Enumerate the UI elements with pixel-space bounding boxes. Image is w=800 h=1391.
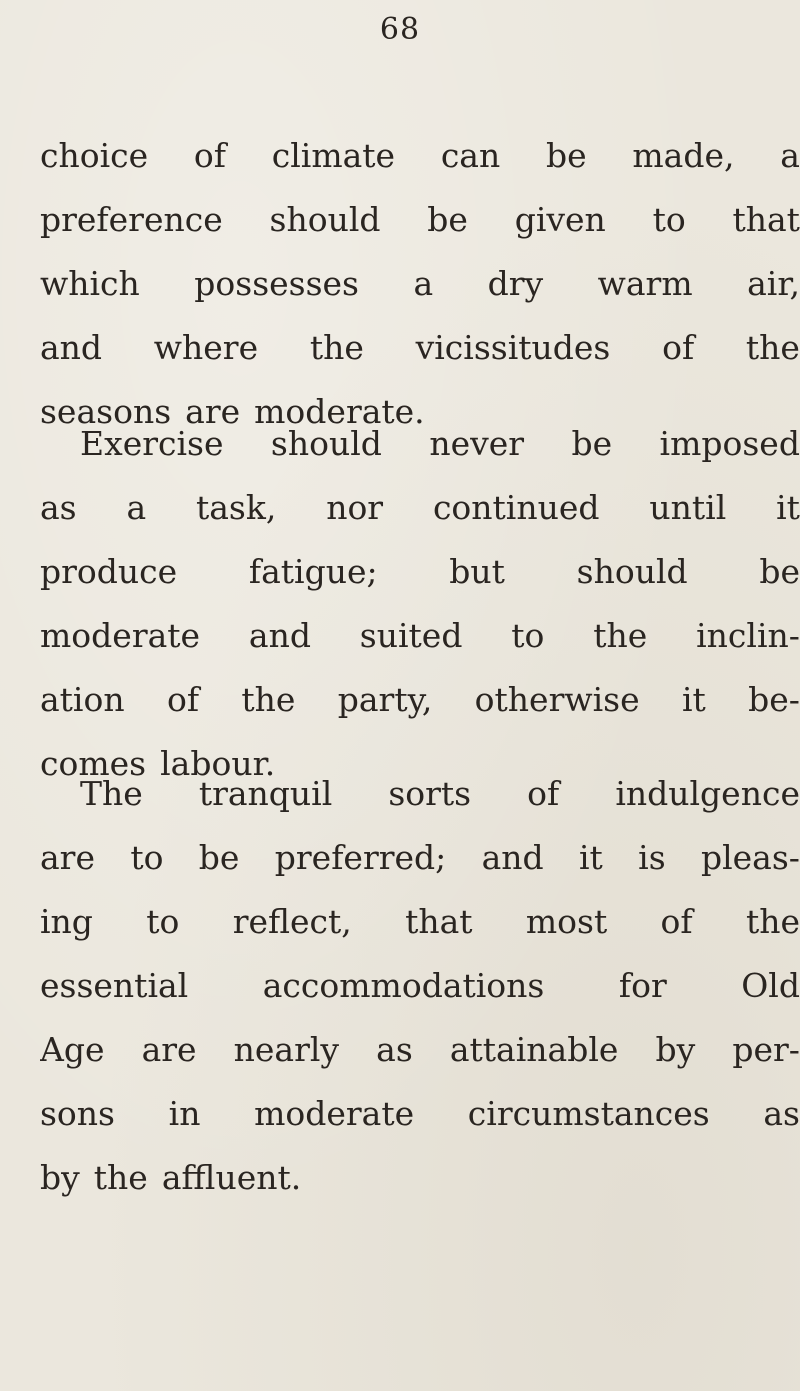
text-line: and where the vicissitudes of the [40,328,800,367]
text-line: by the affluent. [40,1158,302,1197]
text-line: preference should be given to that [40,200,800,239]
paragraph-indulgence [40,762,800,1210]
text-line: Age are nearly as attainable by per- [40,1030,800,1069]
text-line: as a task, nor continued until it [40,488,800,527]
text-line: choice of climate can be made, a [40,136,800,175]
text-line: comes labour. [40,744,276,783]
text-line: sons in moderate circumstances as [40,1094,800,1133]
text-line: essential accommodations for Old [40,966,800,1005]
text-line: The tranquil sorts of indulgence [80,774,800,813]
text-line: are to be preferred; and it is pleas- [40,838,800,877]
paragraph-climate [40,124,800,444]
text-line: moderate and suited to the inclin- [40,616,800,655]
text-line: Exercise should never be imposed [80,424,800,463]
text-line: seasons are moderate. [40,392,425,431]
text-line: ation of the party, otherwise it be- [40,680,800,719]
text-line: produce fatigue; but should be [40,552,800,591]
text-line: ing to reflect, that most of the [40,902,800,941]
page-number: 68 [379,12,421,47]
text-line: which possesses a dry warm air, [40,264,800,303]
paragraph-exercise [40,412,800,796]
